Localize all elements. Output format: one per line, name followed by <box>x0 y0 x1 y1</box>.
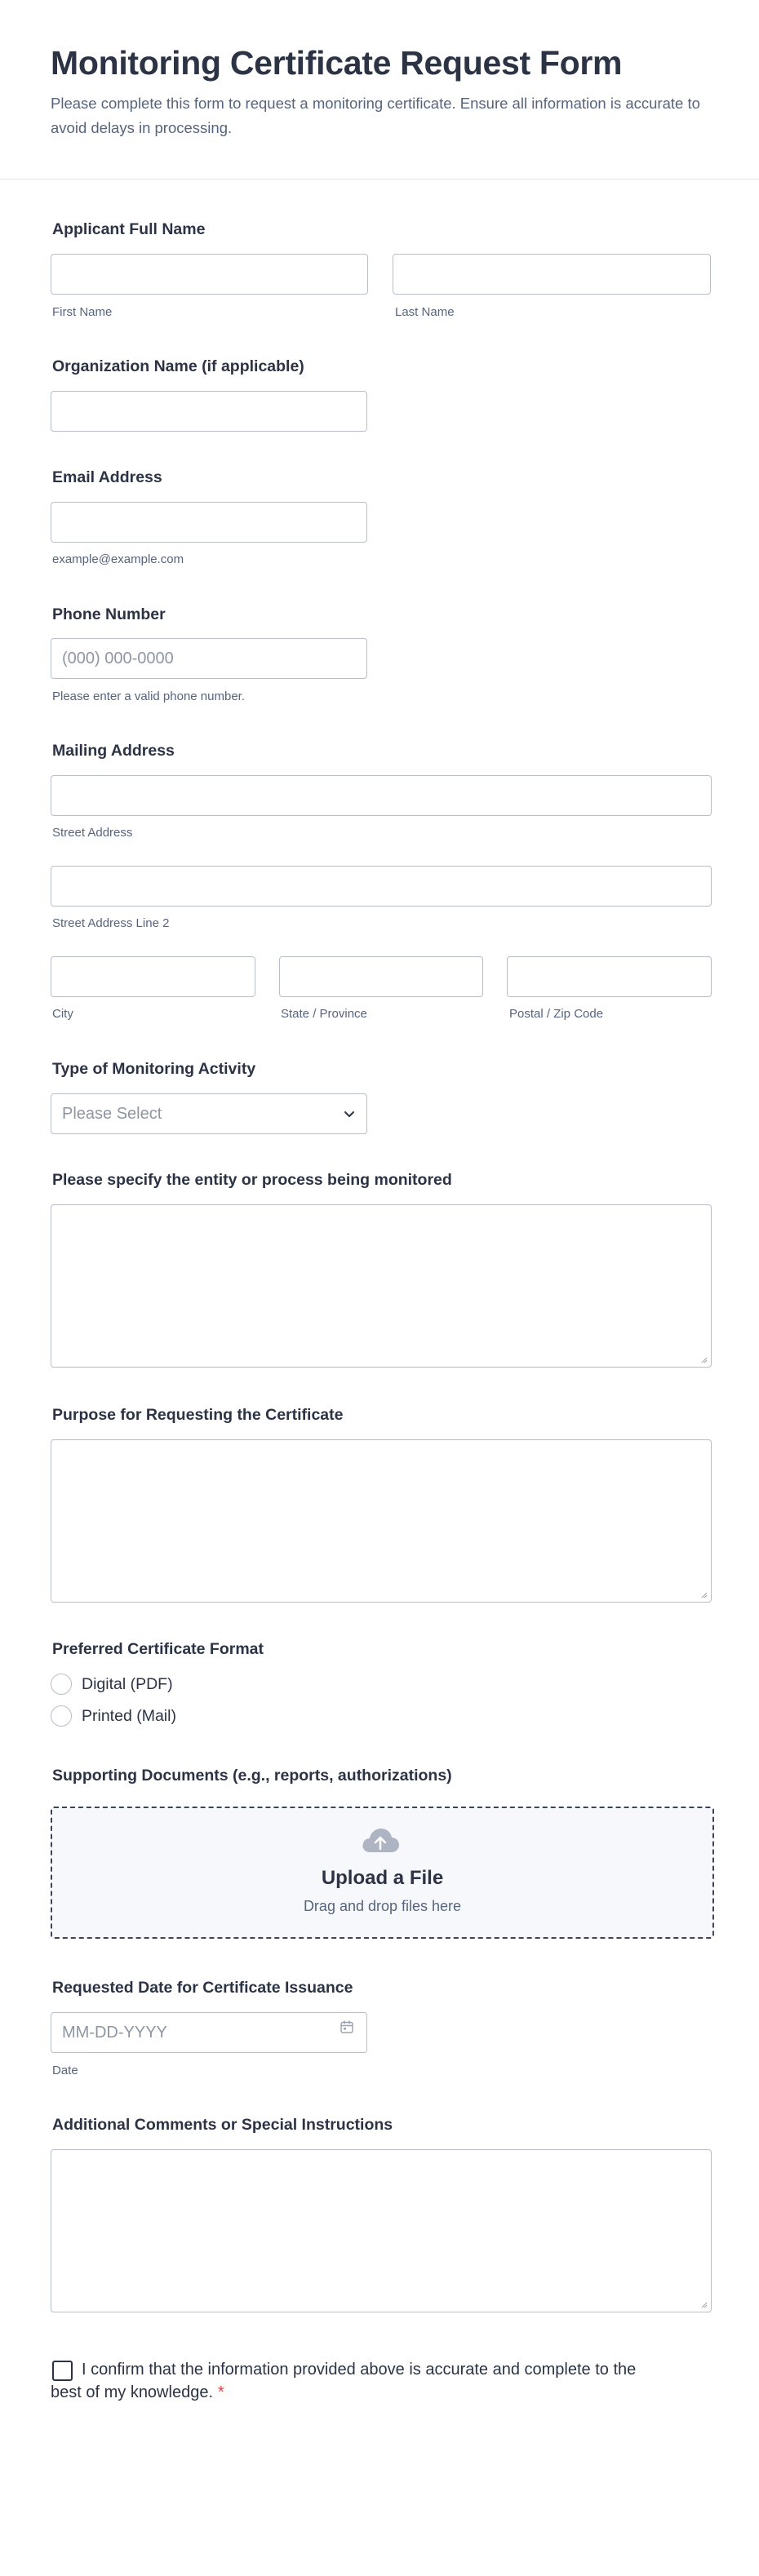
purpose-label: Purpose for Requesting the Certificate <box>52 1406 344 1424</box>
form-subtitle: Please complete this form to request a monitoring certificate. Ensure all information is accurate to avoid delays in processing. <box>51 95 700 136</box>
radio-button[interactable] <box>51 1674 72 1695</box>
format-option-digital[interactable] <box>51 1673 173 1696</box>
street-address-sublabel: Street Address <box>52 826 133 840</box>
activity-type-select[interactable] <box>51 1093 367 1134</box>
required-asterisk: * <box>218 2383 224 2401</box>
organization-input[interactable] <box>51 391 367 432</box>
zip-sublabel: Postal / Zip Code <box>509 1007 604 1021</box>
email-input[interactable] <box>51 502 367 543</box>
date-input[interactable] <box>51 2012 367 2053</box>
format-option-label: Printed (Mail) <box>82 1706 176 1725</box>
resize-handle-icon[interactable] <box>699 1590 708 1598</box>
state-input[interactable] <box>279 956 483 997</box>
state-sublabel: State / Province <box>281 1007 367 1021</box>
full-name-label: Applicant Full Name <box>52 220 206 238</box>
comments-textarea[interactable] <box>51 2149 712 2312</box>
form-header <box>51 39 712 140</box>
calendar-icon[interactable] <box>340 2020 354 2034</box>
activity-type-selected: Please Select <box>62 1104 162 1123</box>
documents-label: Supporting Documents (e.g., reports, authorizations) <box>52 1767 452 1785</box>
street-address-line2-input[interactable] <box>51 866 712 907</box>
chevron-down-icon <box>342 1106 357 1121</box>
radio-button[interactable] <box>51 1705 72 1727</box>
phone-sublabel: Please enter a valid phone number. <box>52 689 245 703</box>
header-divider <box>0 179 759 180</box>
city-sublabel: City <box>52 1007 73 1021</box>
city-input[interactable] <box>51 956 255 997</box>
address-label: Mailing Address <box>52 742 175 760</box>
upload-title: Upload a File <box>321 1867 444 1889</box>
cloud-upload-icon <box>360 1824 401 1857</box>
format-option-label: Digital (PDF) <box>82 1674 173 1693</box>
resize-handle-icon[interactable] <box>699 2300 708 2308</box>
activity-type-label: Type of Monitoring Activity <box>52 1060 256 1078</box>
street-address-line2-sublabel: Street Address Line 2 <box>52 916 170 930</box>
organization-label: Organization Name (if applicable) <box>52 357 304 375</box>
entity-textarea[interactable] <box>51 1204 712 1368</box>
email-label: Email Address <box>52 468 162 486</box>
form-title: Monitoring Certificate Request Form <box>51 44 623 82</box>
street-address-input[interactable] <box>51 775 712 816</box>
consent-text-block <box>51 2358 671 2404</box>
first-name-input[interactable] <box>51 254 368 295</box>
last-name-input[interactable] <box>393 254 711 295</box>
comments-label: Additional Comments or Special Instructions <box>52 2116 393 2134</box>
phone-label: Phone Number <box>52 605 166 623</box>
first-name-sublabel: First Name <box>52 305 113 319</box>
format-option-printed[interactable] <box>51 1705 176 1727</box>
entity-label: Please specify the entity or process being monitored <box>52 1171 452 1189</box>
last-name-sublabel: Last Name <box>395 305 455 319</box>
consent-text: I confirm that the information provided above is accurate and complete to the best of my knowledge. <box>51 2361 637 2401</box>
format-label: Preferred Certificate Format <box>52 1640 264 1658</box>
date-label: Requested Date for Certificate Issuance <box>52 1979 353 1997</box>
resize-handle-icon[interactable] <box>699 1355 708 1363</box>
email-sublabel: example@example.com <box>52 552 184 566</box>
zip-input[interactable] <box>507 956 712 997</box>
phone-input[interactable] <box>51 638 367 679</box>
upload-subtitle: Drag and drop files here <box>303 1898 462 1914</box>
date-sublabel: Date <box>52 2064 78 2077</box>
purpose-textarea[interactable] <box>51 1439 712 1603</box>
